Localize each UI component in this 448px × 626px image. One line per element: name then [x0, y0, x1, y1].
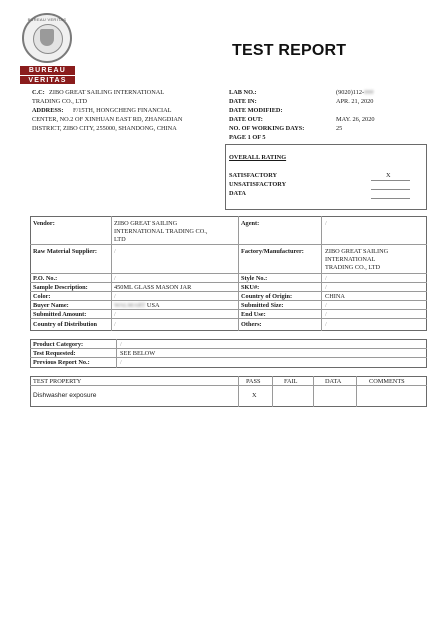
- bureau-veritas-seal-logo: [22, 13, 72, 63]
- lab-no-label: LAB NO.:: [229, 89, 257, 96]
- po-value: /: [114, 275, 116, 282]
- vendor-line1: ZIBO GREAT SAILING: [114, 220, 178, 227]
- end-use-label: End Use:: [241, 311, 266, 318]
- data-rating-line: [371, 198, 410, 199]
- info-table-rule: [30, 282, 427, 283]
- col-header-fail: FAIL: [284, 378, 298, 385]
- col-header-pass: PASS: [246, 378, 261, 385]
- date-out-value: MAY. 26, 2020: [336, 116, 375, 123]
- factory-line3: TRADING CO., LTD: [325, 264, 381, 271]
- previous-report-value: /: [120, 359, 122, 366]
- info-table-rule: [30, 318, 427, 319]
- date-out-label: DATE OUT:: [229, 116, 263, 123]
- color-value: /: [114, 293, 116, 300]
- distribution-label: Country of Distribution: [33, 321, 98, 328]
- sample-value: 450ML GLASS MASON JAR: [114, 284, 192, 291]
- lab-no-value: (9020)112-###: [336, 89, 374, 96]
- seal-text: BUREAU VERITAS: [27, 17, 67, 22]
- logo-bar-veritas: VERITAS: [20, 75, 75, 84]
- submitted-size-value: /: [325, 302, 327, 309]
- unsatisfactory-label: UNSATISFACTORY: [229, 181, 287, 188]
- address-line2: CENTER, NO.2 OF XINHUAN EAST RD, ZHANGDIAN: [32, 116, 183, 123]
- factory-label: Factory/Manufacturer:: [241, 248, 304, 255]
- product-table-divider: [116, 339, 117, 368]
- style-value: /: [325, 275, 327, 282]
- address-line1: F/15TH, HONGCHENG FINANCIAL: [73, 107, 172, 114]
- data-rating-label: DATA: [229, 190, 246, 197]
- agent-value: /: [325, 220, 327, 227]
- buyer-redacted: WALMART: [114, 302, 146, 309]
- vendor-line3: LTD: [114, 236, 126, 243]
- submitted-amount-value: /: [114, 311, 116, 318]
- test-row-pass: X: [252, 392, 257, 399]
- test-requested-value: SEE BELOW: [120, 350, 156, 357]
- cc-value-line2: TRADING CO., LTD: [32, 98, 88, 105]
- report-title: TEST REPORT: [232, 42, 347, 59]
- vendor-label: Vendor:: [33, 220, 55, 227]
- others-value: /: [325, 321, 327, 328]
- col-header-data: DATA: [325, 378, 342, 385]
- sku-label: SKU#:: [241, 284, 260, 291]
- end-use-value: /: [325, 311, 327, 318]
- info-table-rule: [30, 244, 427, 245]
- test-table-header-rule: [30, 385, 427, 386]
- satisfactory-label: SATISFACTORY: [229, 172, 278, 179]
- date-in-label: DATE IN:: [229, 98, 257, 105]
- test-row-property: Dishwasher exposure: [33, 392, 97, 399]
- date-modified-label: DATE MODIFIED:: [229, 107, 283, 114]
- logo-bar-bureau: BUREAU: [20, 66, 75, 75]
- address-line3: DISTRICT, ZIBO CITY, 255000, SHANDONG, CHINA: [32, 125, 177, 132]
- color-label: Color:: [33, 293, 51, 300]
- satisfactory-mark: X: [386, 172, 391, 179]
- factory-line1: ZIBO GREAT SAILING: [325, 248, 389, 255]
- raw-supplier-label: Raw Material Supplier:: [33, 248, 98, 255]
- test-table-divider: [313, 376, 314, 407]
- sample-label: Sample Description:: [33, 284, 88, 291]
- agent-label: Agent:: [241, 220, 260, 227]
- overall-rating-heading: OVERALL RATING: [229, 154, 287, 161]
- buyer-value: WALMART USA: [114, 302, 160, 309]
- unsatisfactory-line: [371, 189, 410, 190]
- submitted-size-label: Submitted Size:: [241, 302, 284, 309]
- working-days-value: 25: [336, 125, 343, 132]
- style-label: Style No.:: [241, 275, 268, 282]
- submitted-amount-label: Submitted Amount:: [33, 311, 87, 318]
- origin-value: CHINA: [325, 293, 345, 300]
- satisfactory-line: [371, 180, 410, 181]
- previous-report-label: Previous Report No.:: [33, 359, 90, 366]
- distribution-value: /: [114, 321, 116, 328]
- info-table-rule: [30, 273, 427, 274]
- col-header-test-property: TEST PROPERTY: [33, 378, 82, 385]
- sku-value: /: [325, 284, 327, 291]
- product-category-label: Product Category:: [33, 341, 84, 348]
- test-table-divider: [238, 376, 239, 407]
- factory-line2: INTERNATIONAL: [325, 256, 376, 263]
- info-table-rule: [30, 300, 427, 301]
- info-table-rule: [30, 291, 427, 292]
- product-table-rule: [30, 357, 427, 358]
- working-days-label: NO. OF WORKING DAYS:: [229, 125, 305, 132]
- test-requested-label: Test Requested:: [33, 350, 76, 357]
- po-label: P.O. No.:: [33, 275, 58, 282]
- page-indicator: PAGE 1 OF 5: [229, 134, 266, 141]
- date-in-value: APR. 21, 2020: [336, 98, 374, 105]
- cc-label: C.C:: [32, 89, 45, 96]
- shield-icon: [40, 29, 54, 46]
- test-table-divider: [356, 376, 357, 407]
- test-table-divider: [272, 376, 273, 407]
- cc-value-line1: ZIBO GREAT SAILING INTERNATIONAL: [49, 89, 165, 96]
- info-table-rule: [30, 309, 427, 310]
- origin-label: Country of Origin:: [241, 293, 293, 300]
- buyer-label: Buyer Name:: [33, 302, 69, 309]
- product-category-value: /: [120, 341, 122, 348]
- raw-supplier-value: /: [114, 248, 116, 255]
- col-header-comments: COMMENTS: [369, 378, 405, 385]
- address-label: ADDRESS:: [32, 107, 64, 114]
- others-label: Others:: [241, 321, 262, 328]
- vendor-line2: INTERNATIONAL TRADING CO.,: [114, 228, 208, 235]
- product-table-rule: [30, 348, 427, 349]
- lab-no-redacted: ###: [364, 89, 374, 96]
